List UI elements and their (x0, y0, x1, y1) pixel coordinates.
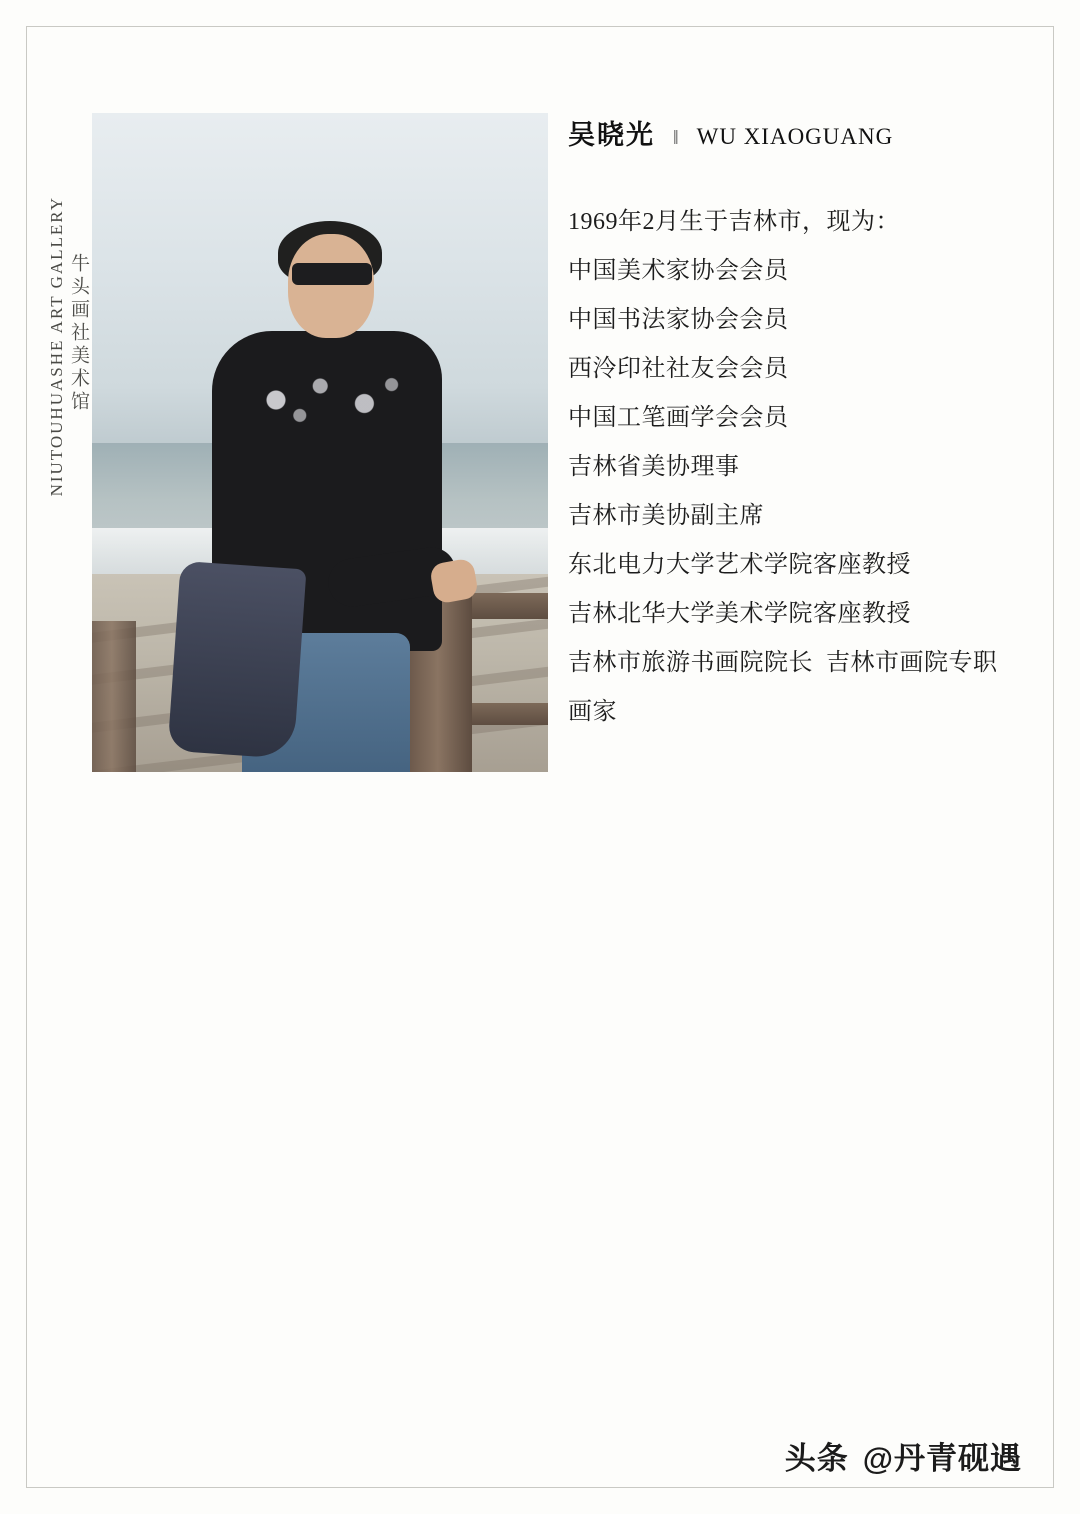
shirt-pattern (242, 365, 412, 435)
railing-post (92, 621, 136, 772)
artist-bio (568, 198, 998, 737)
sunglasses-icon (292, 263, 372, 285)
bio-line: 西泠印社社友会会员 (568, 356, 789, 382)
bio-line: 吉林省美协理事 (568, 454, 740, 480)
name-separator: ‖ (673, 127, 679, 149)
bio-line: 吉林市旅游书画院院长 吉林市画院专职画家 (568, 650, 998, 725)
toutiao-brand-label: 头条 (784, 1441, 849, 1476)
bio-line: 吉林市美协副主席 (568, 503, 764, 529)
watermark-username: @丹青砚遇 (862, 1441, 1022, 1476)
gallery-vertical-label (36, 170, 88, 496)
artist-name-cn: 吴晓光 (568, 120, 655, 150)
bio-line: 中国美术家协会会员 (568, 258, 789, 284)
bio-line: 中国书法家协会会员 (568, 307, 789, 333)
bio-line: 吉林北华大学美术学院客座教授 (568, 601, 911, 627)
artist-photo (92, 113, 548, 772)
person-head (288, 234, 374, 338)
bio-line: 东北电力大学艺术学院客座教授 (568, 552, 911, 578)
gallery-name-cn: 牛头画社美术馆 (68, 252, 89, 414)
artist-info (568, 113, 998, 737)
bio-line: 1969年2月生于吉林市，现为： (568, 209, 900, 235)
watermark (785, 1433, 1022, 1478)
artist-name-en: WU XIAOGUANG (696, 124, 894, 149)
bio-line: 中国工笔画学会会员 (568, 405, 789, 431)
gallery-name-en: NIUTOUHUASHE ART GALLERY (47, 196, 67, 497)
person-jacket (168, 561, 307, 759)
artist-name-row (568, 113, 998, 152)
